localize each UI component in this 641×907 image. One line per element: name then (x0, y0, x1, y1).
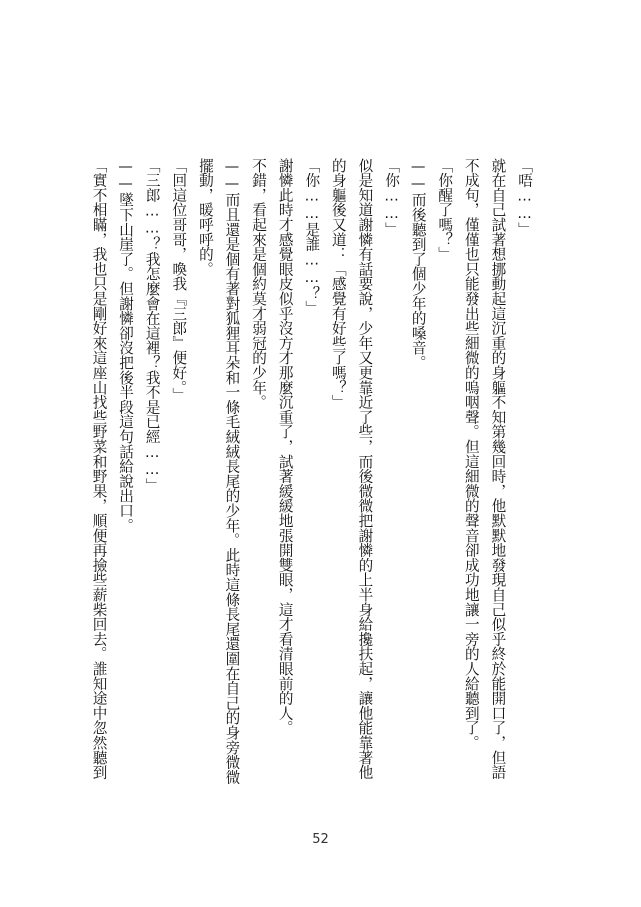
text-line: 擺動，暖呼呼的。 (196, 158, 214, 277)
text-line: 「你……」 (383, 158, 401, 237)
text-line: 「你……是誰……？」 (303, 158, 321, 316)
text-line: 「唔……」 (516, 158, 533, 237)
vertical-text-body (85, 158, 537, 806)
text-line: 不成句，僅僅也只能發出些細微的嗚咽聲。但這細微的聲音卻成功地讓一旁的人給聽到了。 (462, 158, 480, 750)
text-line: ——而且還是個有著對狐狸耳朵和一條毛絨絨長尾的少年。此時這條長尾還圍在自己的身旁微微 (223, 158, 241, 785)
text-line: ——墜下山崖了。但謝憐卻沒把後半段這句話給說出口。 (117, 158, 135, 533)
text-line: 「回這位哥哥，喚我『三郎』便好。」 (170, 158, 188, 403)
text-line: 「實不相瞞，我也只是剛好來這座山找些野菜和野果，順便再撿些薪柴回去。誰知途中忽然聽到 (90, 158, 108, 780)
text-line: 「你醒了嗎？」 (436, 158, 454, 262)
text-line: 「三郎……？我怎麼會在這裡？我不是已經……」 (143, 158, 161, 494)
text-line: ——而後聽到了個少年的嗓音。 (409, 158, 427, 370)
page-number: 52 (312, 832, 329, 847)
text-line: 不錯，看起來是個約莫才弱冠的少年。 (250, 158, 268, 410)
text-line: 就在自己試著想挪動起這沉重的身軀不知第幾回時，他默默地發現自己似乎終於能開口了，但語 (489, 158, 507, 780)
text-line: 的身軀後又道：「感覺有好些了嗎？」 (329, 158, 347, 410)
text-line: 謝憐此時才感覺眼皮似乎沒方才那麼沉重了，試著緩緩地張開雙眼，這才看清眼前的人。 (276, 158, 294, 736)
text-line: 似是知道謝憐有話要說，少年又更靠近了些，而後微微把謝憐的上半身給攙扶起，讓他能靠著他 (356, 158, 374, 780)
